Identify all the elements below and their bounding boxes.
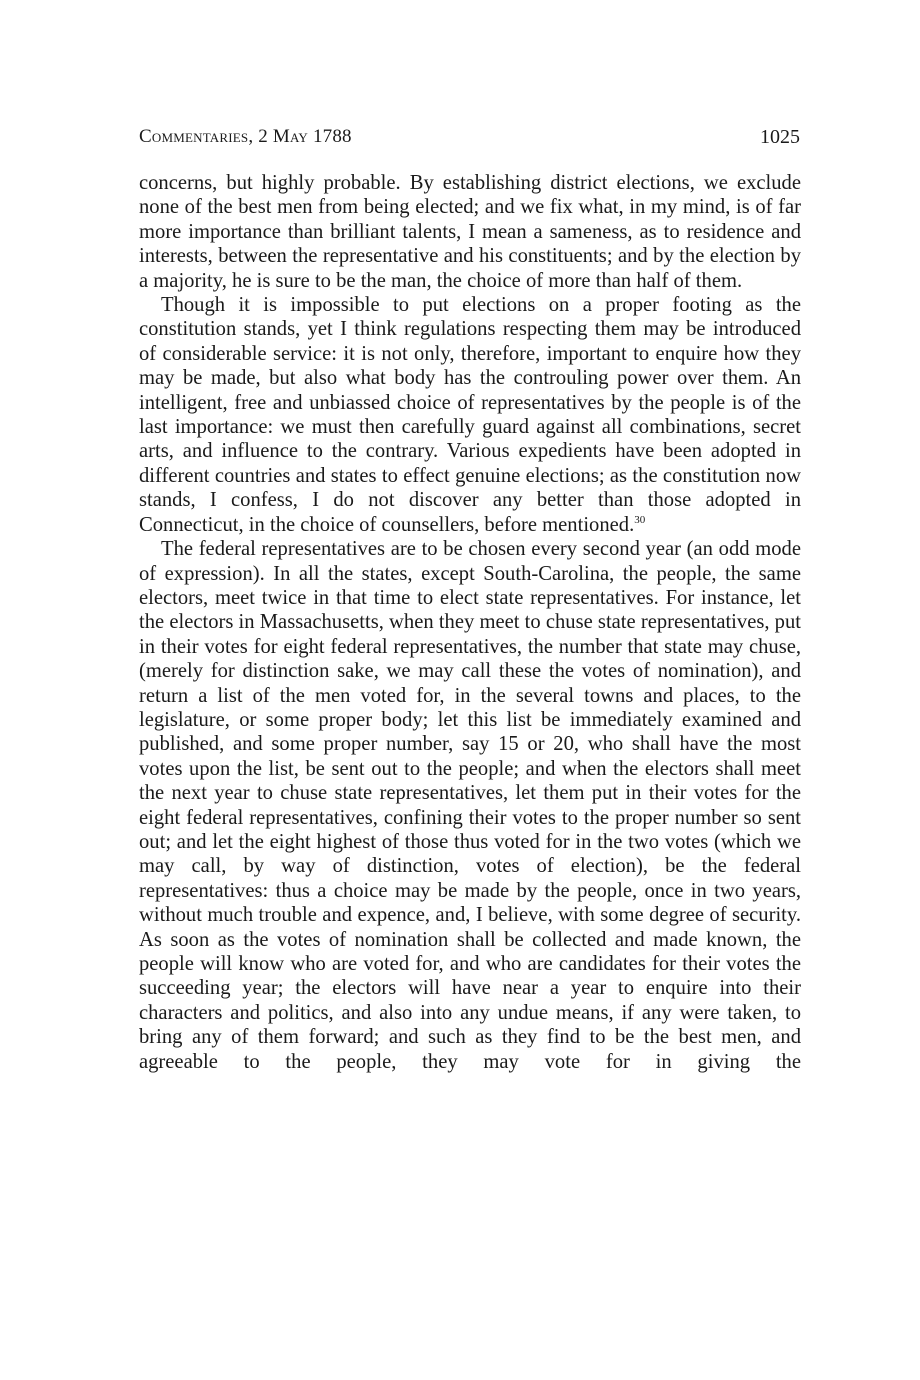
- running-head: [139, 124, 800, 150]
- paragraph-text: Though it is impossible to put elections on a proper footing as the constitution stands, yet I think regulations respecting them may be introduced of considerable service: it is not only, therefore, important to enquire how they may be made, but also what body has the controuling power over them. An intelligent, free and unbiassed choice of representatives by the people is of the last importance: we must then carefully guard against all combinations, secret arts, and influence to the contrary. Various expedients have been adopted in different countries and states to effect genuine elections; as the constitution now stands, I confess, I do not discover any better than those adopted in Connecticut, in the choice of counsellers, before mentioned.: [139, 294, 801, 536]
- paragraph-continued: [139, 171, 801, 293]
- footnote-reference: 30: [634, 513, 646, 526]
- paragraph: [139, 537, 801, 1074]
- paragraph-text: The federal representatives are to be chosen every second year (an odd mode of expression). In all the states, except South-Carolina, the people, the same electors, meet twice in that time to elect state representatives. For instance, let the electors in Massachusetts, when they meet to chuse state representatives, put in their votes for eight federal representatives, the number that state may chuse, (merely for distinction sake, we may call these the votes of nomination), and return a list of the men voted for, in the several towns and places, to the legislature, or some proper body; let this list be immediately examined and published, and some proper number, say 15 or 20, who shall have the most votes upon the list, be sent out to the people; and when the electors shall meet the next year to chuse state representatives, let them put in their votes for the eight federal representatives, confining their votes to the proper number so sent out; and let the eight highest of those thus voted for in the two votes (which we may call, by way of distinction, votes of election), be the federal representatives: thus a choice may be made by the people, once in two years, without much trouble and expence, and, I believe, with some degree of security. As soon as the votes of nomination shall be collected and made known, the people will know who are voted for, and who are candidates for their votes the succeeding year; the electors will have near a year to enquire into their characters and politics, and also into any undue means, if any were taken, to bring any of them forward; and such as they find to be the best men, and agreeable to the people, they may vote for in giving the: [139, 538, 801, 1073]
- paragraph: [139, 293, 801, 537]
- page-number: 1025: [760, 126, 800, 148]
- body-text: [139, 171, 801, 1074]
- running-head-title: Commentaries, 2 May 1788: [139, 126, 352, 147]
- paragraph-text: concerns, but highly probable. By establishing district elections, we exclude none of the best men from being elected; and we fix what, in my mind, is of far more importance than brilliant talents, I mean a sameness, as to residence and interests, between the representative and his constituents; and by the election by a majority, he is sure to be the man, the choice of more than half of them.: [139, 172, 801, 292]
